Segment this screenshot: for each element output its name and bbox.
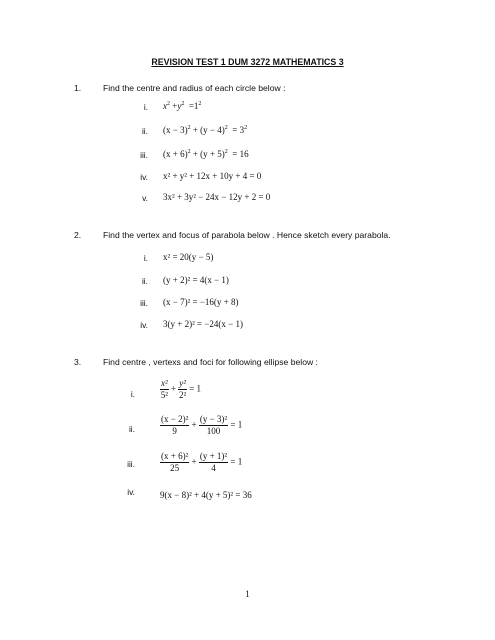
q1-item-v-equation: 3x² + 3y² − 24x − 12y + 2 = 0 [163,192,271,202]
question-3-number: 3. [74,357,82,367]
question-1-text: Find the centre and radius of each circle below : [103,83,286,93]
question-2-text: Find the vertex and focus of parabola below . Hence sketch every parabola. [103,230,391,240]
page-title: REVISION TEST 1 DUM 3272 MATHEMATICS 3 [151,57,344,67]
fraction: $\frac{\text{(y − 3)²}}{100}$ [199,414,228,436]
q3-item-i-equation: $\frac{\text{x²}}{\text{5²}}$ + $\frac{\text{y²}}{\text{2²}}$ = 1 [160,378,202,400]
q3-item-ii-equation: $\frac{\text{(x − 2)²}}{9}$ + $\frac{\text{(y − 3)²}}{100}$ = 1 [161,414,243,436]
question-1-number: 1. [74,83,82,93]
q1-item-iii-label: iii. [140,150,148,160]
fraction: $\frac{\text{x²}}{\text{5²}}$ [160,378,168,400]
q3-item-ii-label: ii. [128,424,135,434]
q3-item-iv-label: iv. [127,487,135,497]
q3-item-iv-equation: 9(x − 8)² + 4(y + 5)² = 36 [160,490,252,500]
question-2-number: 2. [74,230,82,240]
q1-item-iv-equation: x² + y² + 12x + 10y + 4 = 0 [163,171,262,181]
q2-item-iv-label: iv. [140,320,148,330]
fraction: $\frac{\text{(x + 6)²}}{25}$ [161,451,189,473]
fraction: $\frac{\text{y²}}{\text{2²}}$ [179,378,187,400]
q3-item-iii-equation: $\frac{\text{(x + 6)²}}{25}$ + $\frac{\text{(y + 1)²}}{4}$ = 1 [161,451,243,473]
q3-item-i-label: i. [130,389,135,399]
q2-item-ii-equation: (y + 2)² = 4(x − 1) [163,275,229,285]
q1-item-ii-equation: $(x - 3)^2 + (y - 4)^2 = 3^2$ [163,125,248,135]
q1-item-ii-label: ii. [141,126,148,136]
fraction: $\frac{\text{(x − 2)²}}{9}$ [161,414,189,436]
q2-item-iii-label: iii. [140,298,148,308]
q1-item-v-label: v. [142,193,148,203]
q3-item-iii-label: iii. [127,459,135,469]
q1-item-i-equation: $x^2 +y^2 =1^2$ [163,101,202,111]
q2-item-iii-equation: (x − 7)² = −16(y + 8) [163,297,239,307]
q1-item-iii-equation: $(x + 6)^2 + (y + 5)^2 = 16$ [163,149,249,159]
q2-item-i-label: i. [143,253,148,263]
question-3-text: Find centre , vertexs and foci for following ellipse below : [103,357,318,367]
page-number: 1 [245,589,250,599]
q1-item-i-label: i. [143,102,148,112]
fraction: $\frac{\text{(y + 1)²}}{4}$ [199,451,228,473]
q2-item-ii-label: ii. [141,276,148,286]
q1-item-iv-label: iv. [140,172,148,182]
q2-item-iv-equation: 3(y + 2)² = −24(x − 1) [163,319,243,329]
q2-item-i-equation: x² = 20(y − 5) [163,252,214,262]
